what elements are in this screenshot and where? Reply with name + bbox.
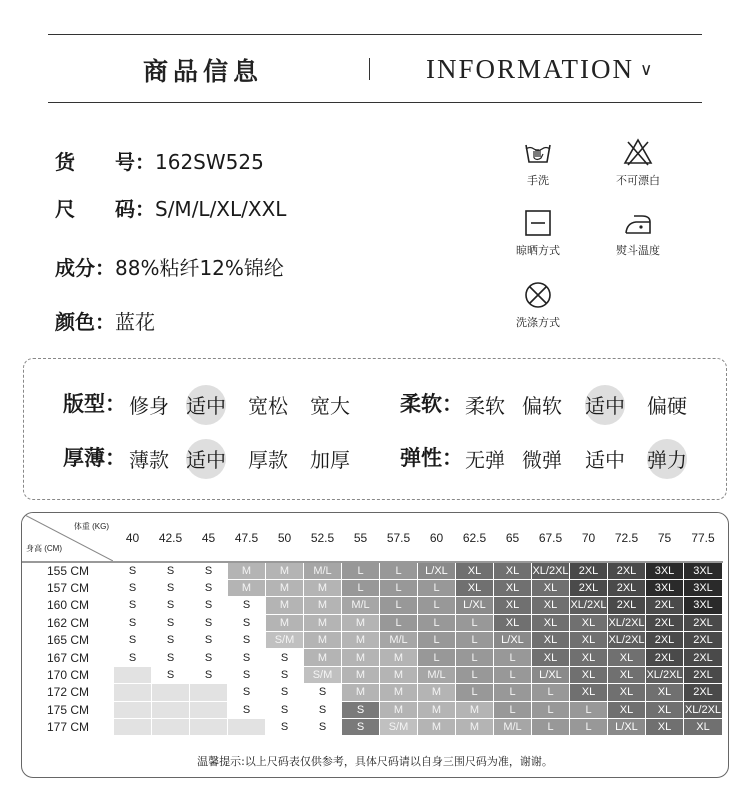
- size-cell: XL: [608, 684, 646, 701]
- size-cell: S: [114, 632, 152, 649]
- fabric-feel-panel: [23, 358, 727, 500]
- height-label: 162 CM: [23, 614, 114, 631]
- size-cell: M: [380, 684, 418, 701]
- size-cell: S: [114, 579, 152, 596]
- size-cell: [190, 701, 228, 718]
- weight-header: 42.5: [152, 514, 190, 563]
- weight-header: 45: [190, 514, 228, 563]
- weight-header: 50: [266, 514, 304, 563]
- size-cell: M: [304, 649, 342, 666]
- size-cell: M: [342, 649, 380, 666]
- size-cell: M: [266, 614, 304, 631]
- line-dry-icon: [523, 208, 553, 238]
- table-row: [23, 666, 723, 683]
- size-cell: M: [342, 684, 380, 701]
- title-cn: 商品信息: [143, 57, 264, 86]
- size-cell: M: [380, 666, 418, 683]
- size-cell: 2XL: [684, 649, 723, 666]
- size-cell: L/XL: [532, 666, 570, 683]
- fit-option-selected: 适中: [186, 390, 226, 419]
- table-row: [23, 614, 723, 631]
- table-row: [23, 579, 723, 596]
- size-cell: S: [228, 666, 266, 683]
- no-dryclean-icon: [523, 280, 553, 310]
- size-cell: XL: [608, 666, 646, 683]
- thickness-label: 厚薄：: [63, 446, 126, 470]
- size-cell: S: [190, 632, 228, 649]
- size-cell: L: [456, 632, 494, 649]
- size-cell: S: [228, 649, 266, 666]
- size-cell: S: [266, 719, 304, 736]
- thickness-option: 厚款: [248, 448, 288, 472]
- table-row: [23, 632, 723, 649]
- size-cell: S: [114, 649, 152, 666]
- size-cell: M: [418, 684, 456, 701]
- weight-header: 70: [570, 514, 608, 563]
- size-cell: XL: [532, 632, 570, 649]
- size-cell: S: [304, 719, 342, 736]
- color-label: 颜色：: [55, 310, 115, 334]
- size-cell: L/XL: [418, 562, 456, 579]
- elasticity-option: 微弹: [522, 448, 562, 472]
- fit-option: 宽大: [310, 394, 350, 418]
- size-cell: S: [228, 614, 266, 631]
- height-label: 165 CM: [23, 632, 114, 649]
- size-cell: 2XL: [570, 562, 608, 579]
- size-cell: M/L: [494, 719, 532, 736]
- size-tip: 温馨提示:以上尺码表仅供参考，具体尺码请以自身三围尺码为准，谢谢。: [197, 755, 553, 768]
- size-cell: [152, 701, 190, 718]
- size-cell: S: [152, 597, 190, 614]
- height-label: 172 CM: [23, 684, 114, 701]
- size-cell: XL: [646, 684, 684, 701]
- size-cell: S: [266, 666, 304, 683]
- size-cell: XL: [608, 649, 646, 666]
- composition-value: 88%粘纤12%锦纶: [115, 256, 284, 280]
- size-cell: [152, 719, 190, 736]
- item-number-value: 162SW525: [155, 150, 264, 174]
- care-label-iron: 熨斗温度: [616, 244, 660, 257]
- size-cell: 2XL: [684, 666, 723, 683]
- fit-option: 宽松: [248, 394, 288, 418]
- corner-weight-label: 体重 (KG): [73, 522, 109, 531]
- elasticity-label: 弹性：: [400, 446, 463, 470]
- size-cell: L: [380, 597, 418, 614]
- size-cell: S: [228, 684, 266, 701]
- corner-height-label: 身高 (CM): [26, 544, 62, 553]
- weight-header: 65: [494, 514, 532, 563]
- size-cell: 2XL: [608, 562, 646, 579]
- size-cell: 2XL: [684, 614, 723, 631]
- size-cell: S: [266, 684, 304, 701]
- size-cell: 3XL: [684, 597, 723, 614]
- height-label: 155 CM: [23, 562, 114, 579]
- size-cell: 2XL: [684, 684, 723, 701]
- size-cell: M: [456, 719, 494, 736]
- title-separator: [369, 58, 370, 80]
- size-cell: S: [114, 614, 152, 631]
- size-cell: L: [342, 562, 380, 579]
- top-divider: [48, 34, 702, 35]
- size-cell: L: [570, 701, 608, 718]
- size-cell: L: [494, 701, 532, 718]
- size-cell: L: [456, 684, 494, 701]
- size-cell: S/M: [380, 719, 418, 736]
- iron-icon: [622, 208, 654, 238]
- size-cell: S: [228, 701, 266, 718]
- height-label: 177 CM: [23, 719, 114, 736]
- size-cell: S: [190, 562, 228, 579]
- size-cell: L: [494, 666, 532, 683]
- thickness-option-selected: 适中: [186, 444, 226, 473]
- size-chart-panel: [21, 512, 729, 778]
- height-label: 175 CM: [23, 701, 114, 718]
- size-cell: M/L: [304, 562, 342, 579]
- size-cell: L: [380, 579, 418, 596]
- care-label-dry-clean: 洗涤方式: [516, 316, 560, 329]
- size-cell: 2XL: [608, 579, 646, 596]
- table-row: [23, 562, 723, 579]
- size-cell: S: [152, 614, 190, 631]
- table-row: [23, 684, 723, 701]
- size-cell: L/XL: [456, 597, 494, 614]
- elasticity-option: 无弹: [465, 448, 505, 472]
- size-cell: S: [190, 614, 228, 631]
- size-cell: M: [342, 632, 380, 649]
- size-chart-header-row: [23, 514, 723, 563]
- size-cell: [152, 684, 190, 701]
- size-cell: XL: [646, 719, 684, 736]
- height-label: 170 CM: [23, 666, 114, 683]
- size-cell: XL: [608, 701, 646, 718]
- size-cell: M: [304, 597, 342, 614]
- size-cell: S: [190, 649, 228, 666]
- size-cell: XL/2XL: [608, 614, 646, 631]
- size-cell: M: [228, 562, 266, 579]
- size-cell: M: [380, 701, 418, 718]
- height-label: 157 CM: [23, 579, 114, 596]
- size-cell: L: [456, 649, 494, 666]
- size-cell: M: [342, 614, 380, 631]
- size-cell: L/XL: [494, 632, 532, 649]
- size-cell: L: [418, 632, 456, 649]
- size-cell: 2XL: [646, 614, 684, 631]
- table-row: [23, 701, 723, 718]
- size-cell: XL: [570, 632, 608, 649]
- size-cell: [114, 701, 152, 718]
- care-dry-clean: [498, 280, 578, 330]
- size-cell: S: [342, 701, 380, 718]
- softness-label: 柔软：: [400, 392, 463, 416]
- size-cell: M: [266, 562, 304, 579]
- size-cell: XL: [532, 597, 570, 614]
- size-cell: [190, 719, 228, 736]
- size-cell: [114, 684, 152, 701]
- size-cell: S: [266, 701, 304, 718]
- height-label: 160 CM: [23, 597, 114, 614]
- size-chart-table: [22, 513, 723, 736]
- fit-label: 版型：: [63, 392, 126, 416]
- size-cell: 2XL: [608, 597, 646, 614]
- size-cell: S: [114, 562, 152, 579]
- size-cell: XL: [456, 562, 494, 579]
- size-cell: [228, 719, 266, 736]
- table-row: [23, 719, 723, 736]
- item-number-row: [55, 146, 264, 175]
- size-cell: S: [152, 579, 190, 596]
- table-row: [23, 597, 723, 614]
- size-label: 尺 码：: [55, 197, 155, 221]
- weight-header: 57.5: [380, 514, 418, 563]
- size-cell: XL: [570, 649, 608, 666]
- size-cell: 3XL: [684, 562, 723, 579]
- hand-wash-icon: [523, 138, 553, 168]
- care-no-bleach: [598, 136, 678, 188]
- composition-row: [55, 252, 284, 281]
- size-cell: 3XL: [646, 579, 684, 596]
- size-cell: M: [266, 579, 304, 596]
- softness-option: 偏软: [522, 394, 562, 418]
- elasticity-option: 适中: [585, 448, 625, 472]
- size-cell: M: [266, 597, 304, 614]
- weight-header: 62.5: [456, 514, 494, 563]
- size-value: S/M/L/XL/XXL: [155, 197, 287, 221]
- size-cell: M: [304, 579, 342, 596]
- size-cell: 2XL: [646, 649, 684, 666]
- care-label-hand-wash: 手洗: [527, 174, 549, 187]
- thickness-option: 加厚: [310, 448, 350, 472]
- size-cell: 2XL: [646, 632, 684, 649]
- size-cell: XL/2XL: [532, 562, 570, 579]
- size-cell: [114, 666, 152, 683]
- size-cell: XL/2XL: [646, 666, 684, 683]
- title-en[interactable]: [426, 54, 654, 85]
- size-cell: XL: [570, 614, 608, 631]
- size-cell: XL: [494, 562, 532, 579]
- size-cell: S: [114, 597, 152, 614]
- size-cell: M/L: [380, 632, 418, 649]
- size-cell: S: [152, 666, 190, 683]
- color-row: [55, 306, 155, 335]
- size-row: [55, 193, 286, 222]
- size-cell: S: [190, 666, 228, 683]
- size-cell: XL: [456, 579, 494, 596]
- size-cell: M: [304, 632, 342, 649]
- header-bottom-divider: [48, 102, 702, 103]
- size-cell: L: [456, 666, 494, 683]
- fit-option: 修身: [129, 394, 169, 418]
- size-cell: S: [266, 649, 304, 666]
- care-label-no-bleach: 不可漂白: [616, 174, 660, 187]
- size-cell: L: [494, 684, 532, 701]
- size-cell: XL: [646, 701, 684, 718]
- softness-option: 偏硬: [647, 394, 687, 418]
- size-cell: XL: [494, 579, 532, 596]
- size-cell: 2XL: [684, 632, 723, 649]
- softness-option: 柔软: [465, 394, 505, 418]
- size-cell: XL: [570, 684, 608, 701]
- item-number-label: 货 号：: [55, 150, 155, 174]
- size-cell: 3XL: [646, 562, 684, 579]
- size-cell: XL: [532, 649, 570, 666]
- size-cell: S: [152, 649, 190, 666]
- size-cell: S: [228, 632, 266, 649]
- weight-header: 40: [114, 514, 152, 563]
- weight-header: 77.5: [684, 514, 723, 563]
- size-cell: L: [570, 719, 608, 736]
- weight-header: 47.5: [228, 514, 266, 563]
- weight-header: 60: [418, 514, 456, 563]
- size-cell: L: [418, 614, 456, 631]
- composition-label: 成分：: [55, 256, 115, 280]
- no-bleach-icon: [622, 136, 654, 168]
- weight-header: 75: [646, 514, 684, 563]
- size-cell: L: [532, 701, 570, 718]
- size-cell: M: [418, 719, 456, 736]
- size-cell: [190, 684, 228, 701]
- size-cell: M: [342, 666, 380, 683]
- size-cell: XL/2XL: [608, 632, 646, 649]
- weight-header: 52.5: [304, 514, 342, 563]
- size-cell: XL: [570, 666, 608, 683]
- elasticity-option-selected: 弹力: [647, 444, 687, 473]
- size-cell: XL: [684, 719, 723, 736]
- softness-option-selected: 适中: [585, 390, 625, 419]
- size-cell: S: [190, 579, 228, 596]
- height-label: 167 CM: [23, 649, 114, 666]
- care-line-dry: [498, 208, 578, 258]
- size-cell: M/L: [418, 666, 456, 683]
- size-cell: M: [304, 614, 342, 631]
- size-cell: S: [228, 597, 266, 614]
- size-cell: XL: [494, 597, 532, 614]
- size-cell: 2XL: [646, 597, 684, 614]
- size-cell: XL: [532, 579, 570, 596]
- size-cell: 3XL: [684, 579, 723, 596]
- size-cell: M: [418, 701, 456, 718]
- weight-header: 67.5: [532, 514, 570, 563]
- size-cell: L: [418, 579, 456, 596]
- size-cell: L: [494, 649, 532, 666]
- size-cell: L: [380, 562, 418, 579]
- size-cell: L: [342, 579, 380, 596]
- size-cell: L: [532, 719, 570, 736]
- size-cell: L: [418, 597, 456, 614]
- care-iron: [598, 208, 678, 258]
- size-cell: L: [456, 614, 494, 631]
- weight-header: 55: [342, 514, 380, 563]
- size-cell: XL/2XL: [684, 701, 723, 718]
- size-cell: S: [152, 632, 190, 649]
- thickness-option: 薄款: [129, 448, 169, 472]
- size-cell: L: [380, 614, 418, 631]
- care-label-line-dry: 晾晒方式: [516, 244, 560, 257]
- size-cell: XL: [494, 614, 532, 631]
- size-cell: S: [304, 701, 342, 718]
- size-chart-corner: [23, 514, 114, 563]
- size-cell: S: [304, 684, 342, 701]
- size-cell: S: [190, 597, 228, 614]
- weight-header: 72.5: [608, 514, 646, 563]
- size-cell: XL: [532, 614, 570, 631]
- title-en-text: INFORMATION: [426, 54, 635, 84]
- size-cell: S: [152, 562, 190, 579]
- size-cell: L: [418, 649, 456, 666]
- size-cell: L/XL: [608, 719, 646, 736]
- care-hand-wash: [498, 138, 578, 188]
- size-cell: M: [228, 579, 266, 596]
- size-cell: M/L: [342, 597, 380, 614]
- size-cell: S: [342, 719, 380, 736]
- size-cell: 2XL: [570, 579, 608, 596]
- chevron-down-icon: ∨: [640, 60, 655, 79]
- size-cell: L: [532, 684, 570, 701]
- size-cell: S/M: [304, 666, 342, 683]
- size-cell: [114, 719, 152, 736]
- table-row: [23, 649, 723, 666]
- size-cell: M: [380, 649, 418, 666]
- size-cell: S/M: [266, 632, 304, 649]
- size-cell: XL/2XL: [570, 597, 608, 614]
- color-value: 蓝花: [115, 310, 155, 334]
- size-cell: M: [456, 701, 494, 718]
